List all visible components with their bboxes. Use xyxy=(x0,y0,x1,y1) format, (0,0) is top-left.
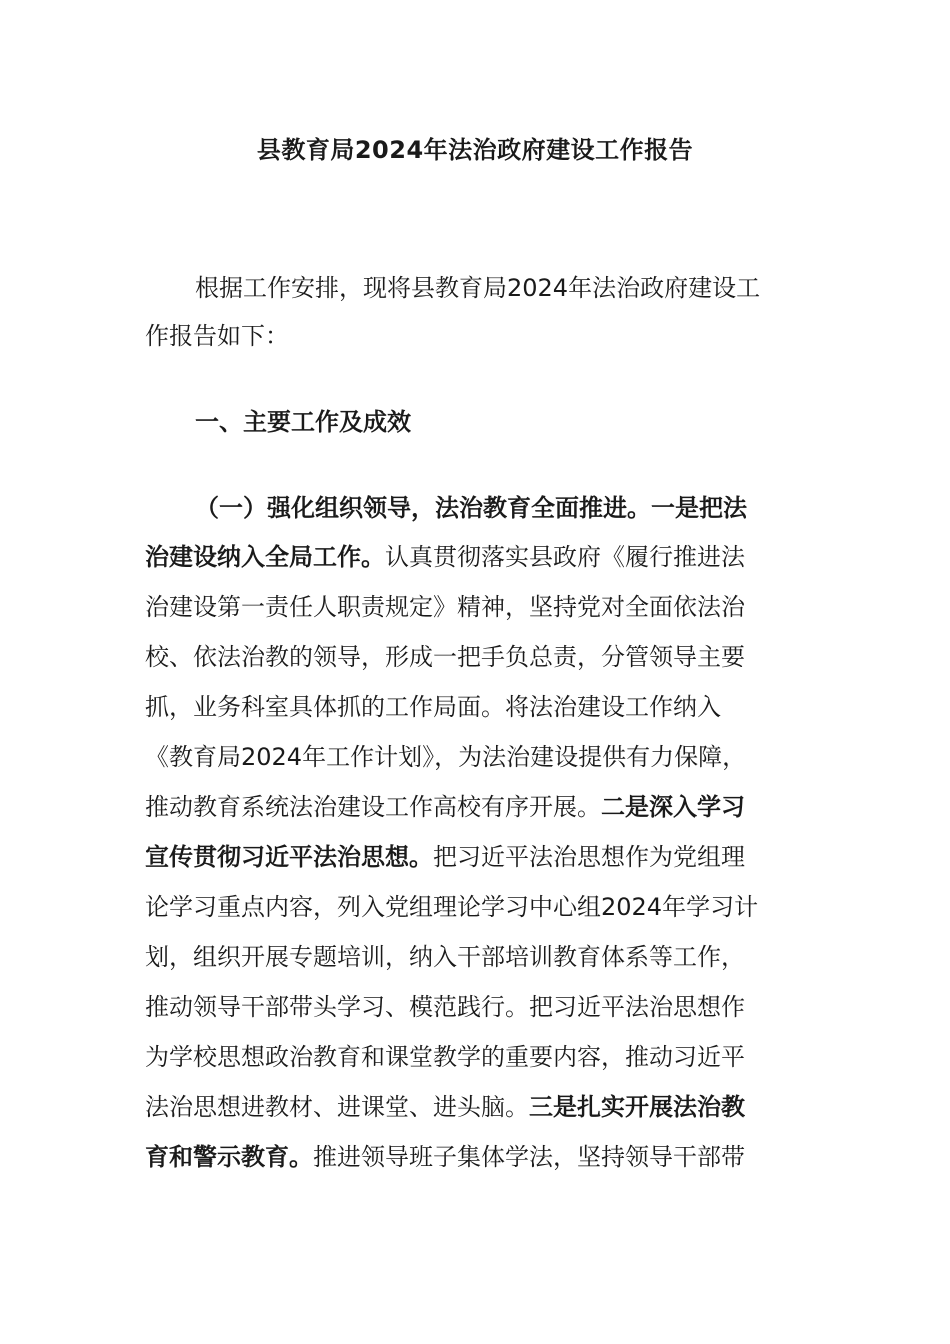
para-line-9: 论学习重点内容，列入党组理论学习中心组2024年学习计 xyxy=(145,893,759,921)
para-line-8 xyxy=(145,839,745,875)
para-line-4: 校、依法治教的领导，形成一把手负总责，分管领导主要 xyxy=(145,643,745,671)
para-line-14-text: 推进领导班子集体学法，坚持领导干部带 xyxy=(313,1143,745,1171)
para-line-13 xyxy=(145,1089,745,1125)
para-line-2 xyxy=(145,539,745,575)
intro-line-2: 作报告如下： xyxy=(145,322,289,350)
para-line-7 xyxy=(145,789,745,825)
para-line-14 xyxy=(145,1139,745,1175)
document-title: 县教育局2024年法治政府建设工作报告 xyxy=(256,136,694,164)
para-line-6: 《教育局2024年工作计划》，为法治建设提供有力保障， xyxy=(145,743,747,771)
para-line-8-text: 把习近平法治思想作为党组理 xyxy=(433,843,745,871)
para-line-3: 治建设第一责任人职责规定》精神，坚持党对全面依法治 xyxy=(145,593,745,621)
para-line-7-bold: 二是深入学习 xyxy=(601,793,745,821)
para-line-14-bold: 育和警示教育。 xyxy=(145,1143,313,1171)
para-line-8-bold: 宣传贯彻习近平法治思想。 xyxy=(145,843,433,871)
para-line-1: （一）强化组织领导，法治教育全面推进。一是把法 xyxy=(195,494,747,522)
intro-line-1: 根据工作安排，现将县教育局2024年法治政府建设工 xyxy=(195,274,761,302)
para-line-13-text: 法治思想进教材、进课堂、进头脑。 xyxy=(145,1093,529,1121)
para-line-5: 抓，业务科室具体抓的工作局面。将法治建设工作纳入 xyxy=(145,693,721,721)
para-line-13-bold: 三是扎实开展法治教 xyxy=(529,1093,745,1121)
para-line-10: 划，组织开展专题培训，纳入干部培训教育体系等工作， xyxy=(145,943,745,971)
para-line-2-bold: 治建设纳入全局工作。 xyxy=(145,543,385,571)
para-line-7-text: 推动教育系统法治建设工作高校有序开展。 xyxy=(145,793,601,821)
para-line-11: 推动领导干部带头学习、模范践行。把习近平法治思想作 xyxy=(145,993,745,1021)
section-heading: 一、主要工作及成效 xyxy=(195,408,411,436)
para-line-2-text: 认真贯彻落实县政府《履行推进法 xyxy=(385,543,745,571)
para-line-12: 为学校思想政治教育和课堂教学的重要内容，推动习近平 xyxy=(145,1043,745,1071)
